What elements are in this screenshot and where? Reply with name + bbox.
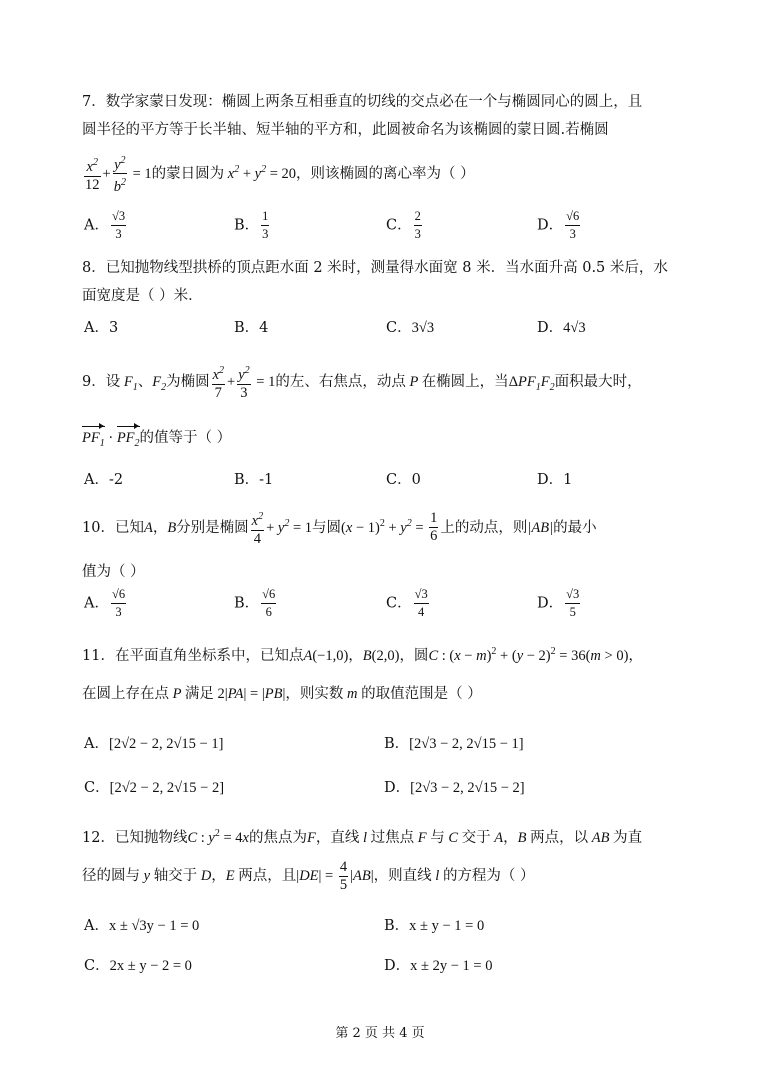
text: 上的动点，则 (440, 519, 528, 536)
q12-line1: 12．已知抛物线C : $y^2 = 4x$的焦点为F，直线 l 过焦点 F 与 C 交于 A，B 两点，以 AB 为直 (82, 828, 643, 846)
option-label: C． (386, 320, 412, 336)
option-label: D． (384, 958, 411, 974)
text: 在圆上存在点 (82, 686, 169, 702)
option-label: A． (84, 918, 109, 934)
q9-line2: $PF_1 \cdot PF_2$的值等于（ ） (82, 428, 231, 454)
q11-option-d[interactable] (384, 776, 525, 797)
q10-option-d[interactable]: D． $\frac{√3}{5}$ (537, 587, 580, 619)
option-value: x ± y − 1 = 0 (409, 918, 485, 934)
text: 两点，且 (238, 868, 297, 884)
q7-eq: = 20 (266, 165, 296, 182)
text: 的焦点为 (248, 829, 307, 846)
fraction: $\frac{x^2}{7}$ (212, 362, 225, 402)
q7-line2: 圆半径的平方等于长半轴、短半轴的平方和，此圆被命名为该椭圆的蒙日圆.若椭圆 (82, 122, 609, 138)
q7-line3: $\frac{x^2}{12}$ + $\frac{y^2}{b^2}$ = 1的蒙日圆为 $x^2 + y^2 = 20$，则该椭圆的离心率为（ ） (82, 150, 475, 196)
q10-line1: 10．已知A，B分别是椭圆 $\frac{x^2}{4}$ + $y^2 = 1$与圆$(x - 1)^2 + y^2$ = $\frac{1}{6}$ 上的动点，则|AB|的最小 (82, 504, 597, 548)
option-label: A． (84, 736, 109, 752)
text: 的方程为（ ） (442, 868, 535, 884)
q7-end: ，则该椭圆的离心率为（ ） (296, 165, 475, 182)
q12-option-b[interactable] (384, 914, 484, 935)
q9-option-a[interactable]: A．-2 (84, 472, 124, 488)
option-label: D． (537, 320, 564, 336)
option-value: 2x ± y − 2 = 0 (109, 958, 192, 974)
q12-option-c[interactable] (84, 954, 192, 975)
q8-option-a[interactable]: A．3 (84, 320, 119, 336)
q7-mid: 的蒙日圆为 (151, 165, 225, 182)
q7-option-d[interactable]: D． $\frac{√6}{3}$ (537, 209, 580, 241)
option-value: [2√2 − 2, 2√15 − 1] (108, 736, 224, 752)
q12-option-d[interactable] (384, 954, 492, 975)
option-label: A． (84, 595, 109, 612)
option-label: C． (84, 780, 110, 796)
text: ，则实数 (285, 686, 344, 702)
option-label: B． (384, 918, 410, 934)
q7-line1: 7．数学家蒙日发现：椭圆上两条互相垂直的切线的交点必在一个与椭圆同心的圆上，且 (82, 94, 643, 110)
text: 径的圆与 (82, 868, 140, 884)
q9-line1: 9．设 $F_1$、$F_2$为椭圆 $\frac{x^2}{7}$ + $\frac{y^2}{3}$ = 1的左、右焦点，动点 P 在椭圆上，当$\Delta PF_1F_2$面积最大时， (82, 362, 642, 408)
option-label: B． (384, 736, 410, 752)
q10-option-a[interactable]: A． $\frac{√6}{3}$ (84, 587, 126, 619)
option-value: [2√3 − 2, 2√15 − 1] (409, 736, 524, 752)
option-label: D． (537, 217, 564, 234)
q10-option-c[interactable]: C． $\frac{√3}{4}$ (386, 587, 428, 619)
text: 面积最大时， (554, 374, 642, 390)
option-value: [2√3 − 2, 2√15 − 2] (410, 780, 525, 796)
text: 为直 (613, 829, 643, 846)
text: 与 (430, 829, 445, 846)
q11-option-b[interactable] (384, 732, 524, 753)
option-label: B． (234, 217, 260, 234)
text: ，圆 (399, 647, 429, 664)
text: 分别是椭圆 (176, 519, 249, 536)
text: 满足 (184, 686, 214, 702)
text: 的值等于（ ） (139, 430, 232, 446)
q9-option-b[interactable]: B．-1 (234, 472, 274, 488)
q10-option-b[interactable]: B． $\frac{√6}{6}$ (234, 587, 276, 619)
text: 两点，以 (530, 829, 589, 846)
fraction: $\frac{1}{6}$ (430, 510, 438, 545)
text: 交于 (461, 829, 491, 846)
fraction: $\frac{x^2}{4}$ (251, 508, 264, 548)
text: 11．在平面直角坐标系中，已知点 (82, 647, 304, 664)
q12-line2: 径的圆与 y 轴交于 D，E 两点，且|DE| = $\frac{4}{5}$ |AB|，则直线 l 的方程为（ ） (82, 858, 535, 893)
option-value: x ± 2y − 1 = 0 (410, 958, 493, 974)
text: 的左、右焦点，动点 (275, 374, 406, 390)
q9-option-c[interactable]: C．0 (386, 472, 421, 488)
q11-option-a[interactable] (84, 732, 223, 753)
option-label: C． (386, 217, 412, 234)
option-label: C． (386, 595, 412, 612)
fraction: $\frac{y^2}{3}$ (237, 362, 250, 402)
option-label: C． (84, 958, 110, 974)
option-value: 4√3 (563, 320, 586, 336)
q11-line1: 11．在平面直角坐标系中，已知点A(−1,0)，B(2,0)，圆C : $(x - m)^2 + (y - 2)^2 = 36(m > 0)$， (82, 646, 643, 664)
text: 的最小 (553, 519, 597, 536)
text: ，则直线 (373, 868, 432, 884)
option-label: A． (84, 217, 109, 234)
text: 与圆 (312, 519, 342, 536)
q8-line2: 面宽度是（ ）米． (82, 288, 203, 304)
option-value: x ± √3y − 1 = 0 (108, 918, 200, 934)
text: 9．设 (82, 374, 121, 390)
option-value: 3√3 (411, 320, 435, 336)
fraction: $\frac{y^2}{b^2}$ (113, 152, 127, 197)
option-value: [2√2 − 2, 2√15 − 2] (109, 780, 225, 796)
text: 12．已知抛物线 (82, 829, 188, 846)
q8-option-b[interactable]: B．4 (234, 320, 269, 336)
option-label: B． (234, 595, 260, 612)
text: 轴交于 (153, 868, 198, 884)
fraction: $\frac{x^2}{12}$ (84, 154, 101, 194)
q8-line1: 8．已知抛物线型拱桥的顶点距水面 2 米时，测量得水面宽 8 米．当水面升高 0.5 米后，水 (82, 260, 668, 276)
q9-option-d[interactable]: D．1 (537, 472, 573, 488)
text: 在椭圆上，当 (421, 374, 509, 390)
q10-line2: 值为（ ） (82, 564, 145, 580)
text: 过焦点 (370, 829, 415, 846)
text: 的取值范围是（ ） (361, 686, 482, 702)
fraction: $\frac{4}{5}$ (339, 858, 348, 893)
q11-line2: 在圆上存在点 P 满足 2|PA| = |PB|，则实数 m 的取值范围是（ ） (82, 686, 482, 702)
q7-option-b[interactable]: B． $\frac{1}{3}$ (234, 209, 269, 241)
q12-option-a[interactable] (84, 914, 199, 935)
text: 为椭圆 (166, 374, 210, 390)
q7-option-a[interactable]: A． $\frac{√3}{3}$ (84, 209, 126, 241)
q11-option-c[interactable] (84, 776, 224, 797)
text: 10．已知 (82, 519, 144, 536)
q8-option-d[interactable] (537, 316, 586, 337)
text: ，直线 (315, 829, 360, 846)
page-footer: 第 2 页 共 4 页 (335, 1026, 425, 1041)
option-label: D． (384, 780, 411, 796)
option-label: D． (537, 595, 564, 612)
q8-option-c[interactable] (386, 316, 434, 337)
q7-option-c[interactable]: C． $\frac{2}{3}$ (386, 209, 421, 241)
